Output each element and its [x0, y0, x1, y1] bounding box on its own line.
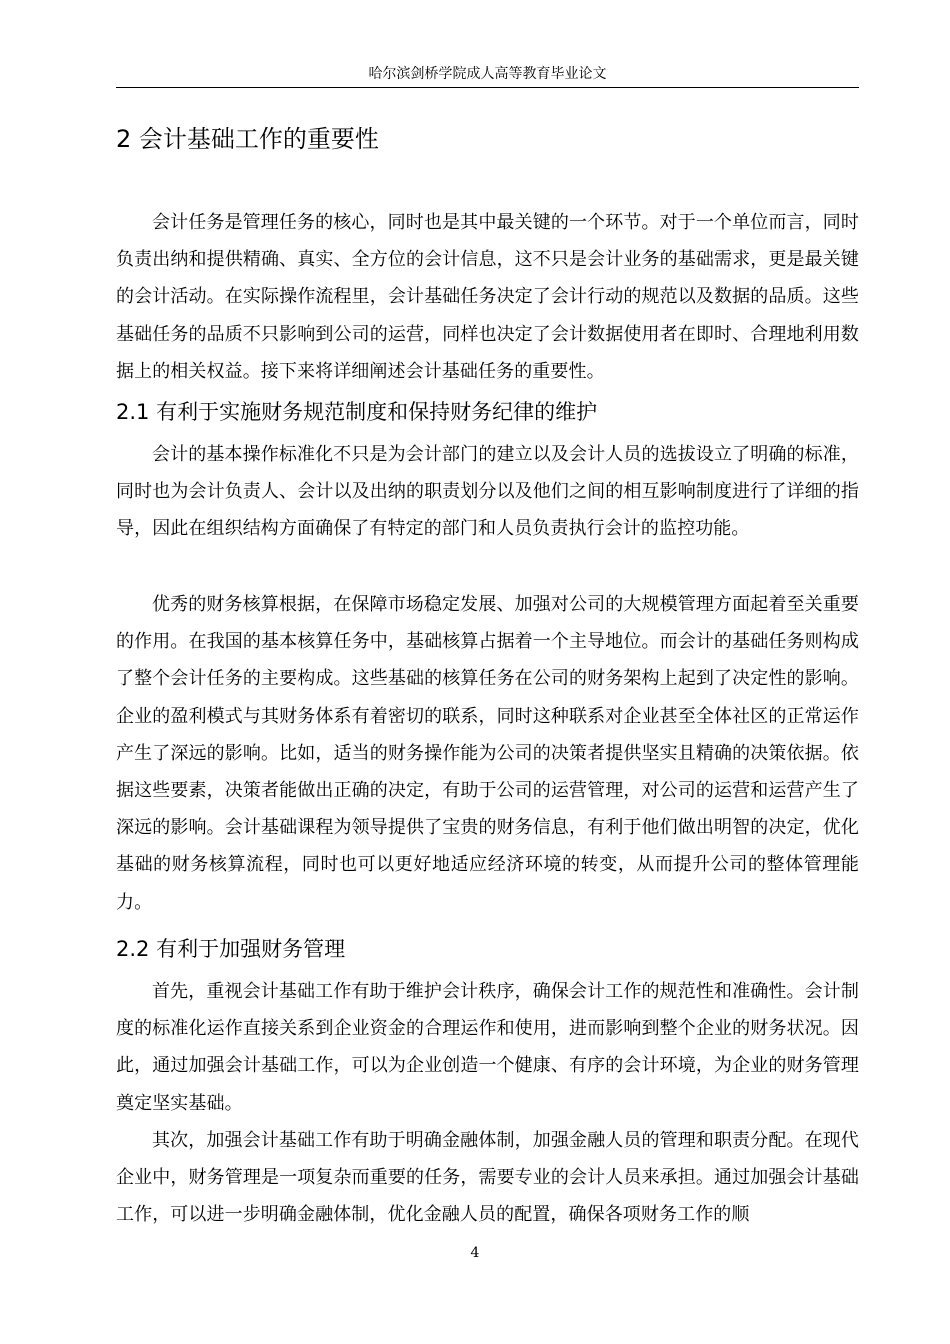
paragraph-2-1-2: 优秀的财务核算根据，在保障市场稳定发展、加强对公司的大规模管理方面起着至关重要的作用。在我国的基本核算任务中，基础核算占据着一个主导地位。而会计的基础任务则构成了整个会计任务的主要构成。这些基础的核算任务在公司的财务架构上起到了决定性的影响。企业的盈利模式与其财务体系有着密切的联系，同时这种联系对企业甚至全体社区的正常运作产生了深远的影响。比如，适当的财务操作能为公司的决策者提供坚实且精确的决策依据。依据这些要素，决策者能做出正确的决定，有助于公司的运营管理，对公司的运营和运营产生了深远的影响。会计基础课程为领导提供了宝贵的财务信息，有利于他们做出明智的决定，优化基础的财务核算流程，同时也可以更好地适应经济环境的转变，从而提升公司的整体管理能力。: [116, 594, 859, 913]
paragraph-2-2-1: 首先，重视会计基础工作有助于维护会计秩序，确保会计工作的规范性和准确性。会计制度的标准化运作直接关系到企业资金的合理运作和使用，进而影响到整个企业的财务状况。因此，通过加强会计基础工作，可以为企业创造一个健康、有序的会计环境，为企业的财务管理奠定坚实基础。: [116, 981, 859, 1114]
section-title: 2 会计基础工作的重要性: [116, 125, 379, 153]
subsection-title-2-1: 2.1 有利于实施财务规范制度和保持财务纪律的维护: [116, 400, 598, 424]
subsection-title-2-2: 2.2 有利于加强财务管理: [116, 937, 346, 961]
page-number: 4: [470, 1245, 480, 1261]
running-header: 哈尔滨剑桥学院成人高等教育毕业论文: [368, 66, 607, 82]
header-divider: [116, 87, 859, 88]
intro-paragraph: 会计任务是管理任务的核心，同时也是其中最关键的一个环节。对于一个单位而言，同时负责出纳和提供精确、真实、全方位的会计信息，这不只是会计业务的基础需求，更是最关键的会计活动。在实际操作流程里，会计基础任务决定了会计行动的规范以及数据的品质。这些基础任务的品质不只影响到公司的运营，同样也决定了会计数据使用者在即时、合理地利用数据上的相关权益。接下来将详细阐述会计基础任务的重要性。: [116, 212, 859, 382]
paragraph-2-2-2: 其次，加强会计基础工作有助于明确金融体制，加强金融人员的管理和职责分配。在现代企业中，财务管理是一项复杂而重要的任务，需要专业的会计人员来承担。通过加强会计基础工作，可以进一步明确金融体制，优化金融人员的配置，确保各项财务工作的顺: [116, 1130, 859, 1226]
paragraph-2-1-1: 会计的基本操作标准化不只是为会计部门的建立以及会计人员的选拔设立了明确的标准，同时也为会计负责人、会计以及出纳的职责划分以及他们之间的相互影响制度进行了详细的指导，因此在组织结构方面确保了有特定的部门和人员负责执行会计的监控功能。: [116, 444, 859, 540]
